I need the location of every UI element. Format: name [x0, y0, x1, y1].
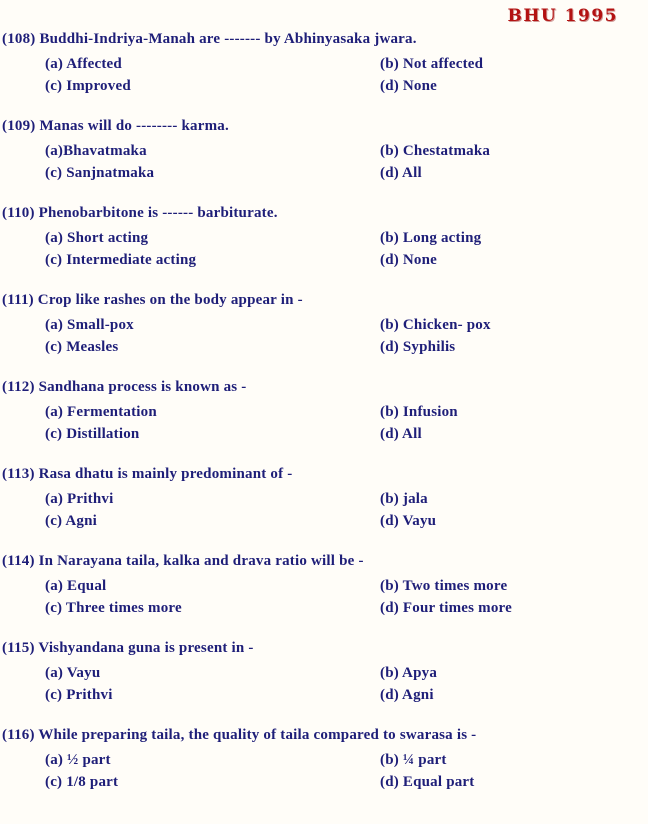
- options-row: [2, 488, 648, 510]
- option-b: (b) Chestatmaka: [380, 143, 491, 159]
- options-row: [2, 53, 648, 75]
- question-text: (111) Crop like rashes on the body appear in -: [2, 292, 303, 308]
- option-d: (d) All: [380, 165, 422, 181]
- options-row: [2, 662, 648, 684]
- options-row: [2, 771, 648, 793]
- option-d: (d) Syphilis: [380, 339, 456, 355]
- option-d: (d) Vayu: [380, 513, 437, 529]
- option-c: (c) Measles: [45, 339, 119, 355]
- question-text: (108) Buddhi-Indriya-Manah are ------- by Abhinyasaka jwara.: [2, 31, 417, 47]
- option-b: (b) Chicken- pox: [380, 317, 491, 333]
- option-d: (d) All: [380, 426, 422, 442]
- question-text: (116) While preparing taila, the quality of taila compared to swarasa is -: [2, 727, 477, 743]
- option-c: (c) Sanjnatmaka: [45, 165, 155, 181]
- question-block-112: [2, 376, 648, 445]
- option-a: (a) ½ part: [45, 752, 111, 768]
- option-a: (a) Small-pox: [45, 317, 134, 333]
- question-block-111: [2, 289, 648, 358]
- option-a: (a)Bhavatmaka: [45, 143, 147, 159]
- question-block-115: [2, 637, 648, 706]
- option-b: (b) Not affected: [380, 56, 484, 72]
- option-d: (d) None: [380, 78, 438, 94]
- option-b: (b) Two times more: [380, 578, 508, 594]
- option-a: (a) Fermentation: [45, 404, 157, 420]
- question-text: (114) In Narayana taila, kalka and drava ratio will be -: [2, 553, 364, 569]
- question-block-116: [2, 724, 648, 793]
- options-row: [2, 684, 648, 706]
- question-paper-page: [2, 28, 648, 811]
- option-d: (d) Agni: [380, 687, 434, 703]
- option-c: (c) Intermediate acting: [45, 252, 197, 268]
- options-row: [2, 423, 648, 445]
- options-row: [2, 749, 648, 771]
- options-row: [2, 75, 648, 97]
- option-d: (d) Equal part: [380, 774, 475, 790]
- question-text: (110) Phenobarbitone is ------ barbiturate.: [2, 205, 278, 221]
- options-row: [2, 162, 648, 184]
- question-text: (115) Vishyandana guna is present in -: [2, 640, 254, 656]
- options-row: [2, 510, 648, 532]
- question-block-113: [2, 463, 648, 532]
- question-block-108: [2, 28, 648, 97]
- option-c: (c) Prithvi: [45, 687, 113, 703]
- option-b: (b) Long acting: [380, 230, 482, 246]
- question-block-110: [2, 202, 648, 271]
- question-block-114: [2, 550, 648, 619]
- option-c: (c) Agni: [45, 513, 98, 529]
- options-row: [2, 401, 648, 423]
- option-b: (b) ¼ part: [380, 752, 447, 768]
- option-b: (b) Apya: [380, 665, 438, 681]
- options-row: [2, 597, 648, 619]
- option-d: (d) None: [380, 252, 438, 268]
- option-c: (c) Distillation: [45, 426, 140, 442]
- options-row: [2, 336, 648, 358]
- option-d: (d) Four times more: [380, 600, 512, 616]
- option-c: (c) Improved: [45, 78, 131, 94]
- options-row: [2, 140, 648, 162]
- option-a: (a) Equal: [45, 578, 107, 594]
- option-b: (b) jala: [380, 491, 428, 507]
- exam-source-tag: BHU 1995: [507, 6, 618, 26]
- options-row: [2, 227, 648, 249]
- question-text: (109) Manas will do -------- karma.: [2, 118, 229, 134]
- option-c: (c) 1/8 part: [45, 774, 119, 790]
- option-a: (a) Vayu: [45, 665, 101, 681]
- option-a: (a) Affected: [45, 56, 122, 72]
- options-row: [2, 314, 648, 336]
- question-text: (112) Sandhana process is known as -: [2, 379, 247, 395]
- option-a: (a) Short acting: [45, 230, 149, 246]
- options-row: [2, 575, 648, 597]
- option-c: (c) Three times more: [45, 600, 182, 616]
- question-text: (113) Rasa dhatu is mainly predominant of -: [2, 466, 293, 482]
- option-b: (b) Infusion: [380, 404, 458, 420]
- question-block-109: [2, 115, 648, 184]
- options-row: [2, 249, 648, 271]
- option-a: (a) Prithvi: [45, 491, 114, 507]
